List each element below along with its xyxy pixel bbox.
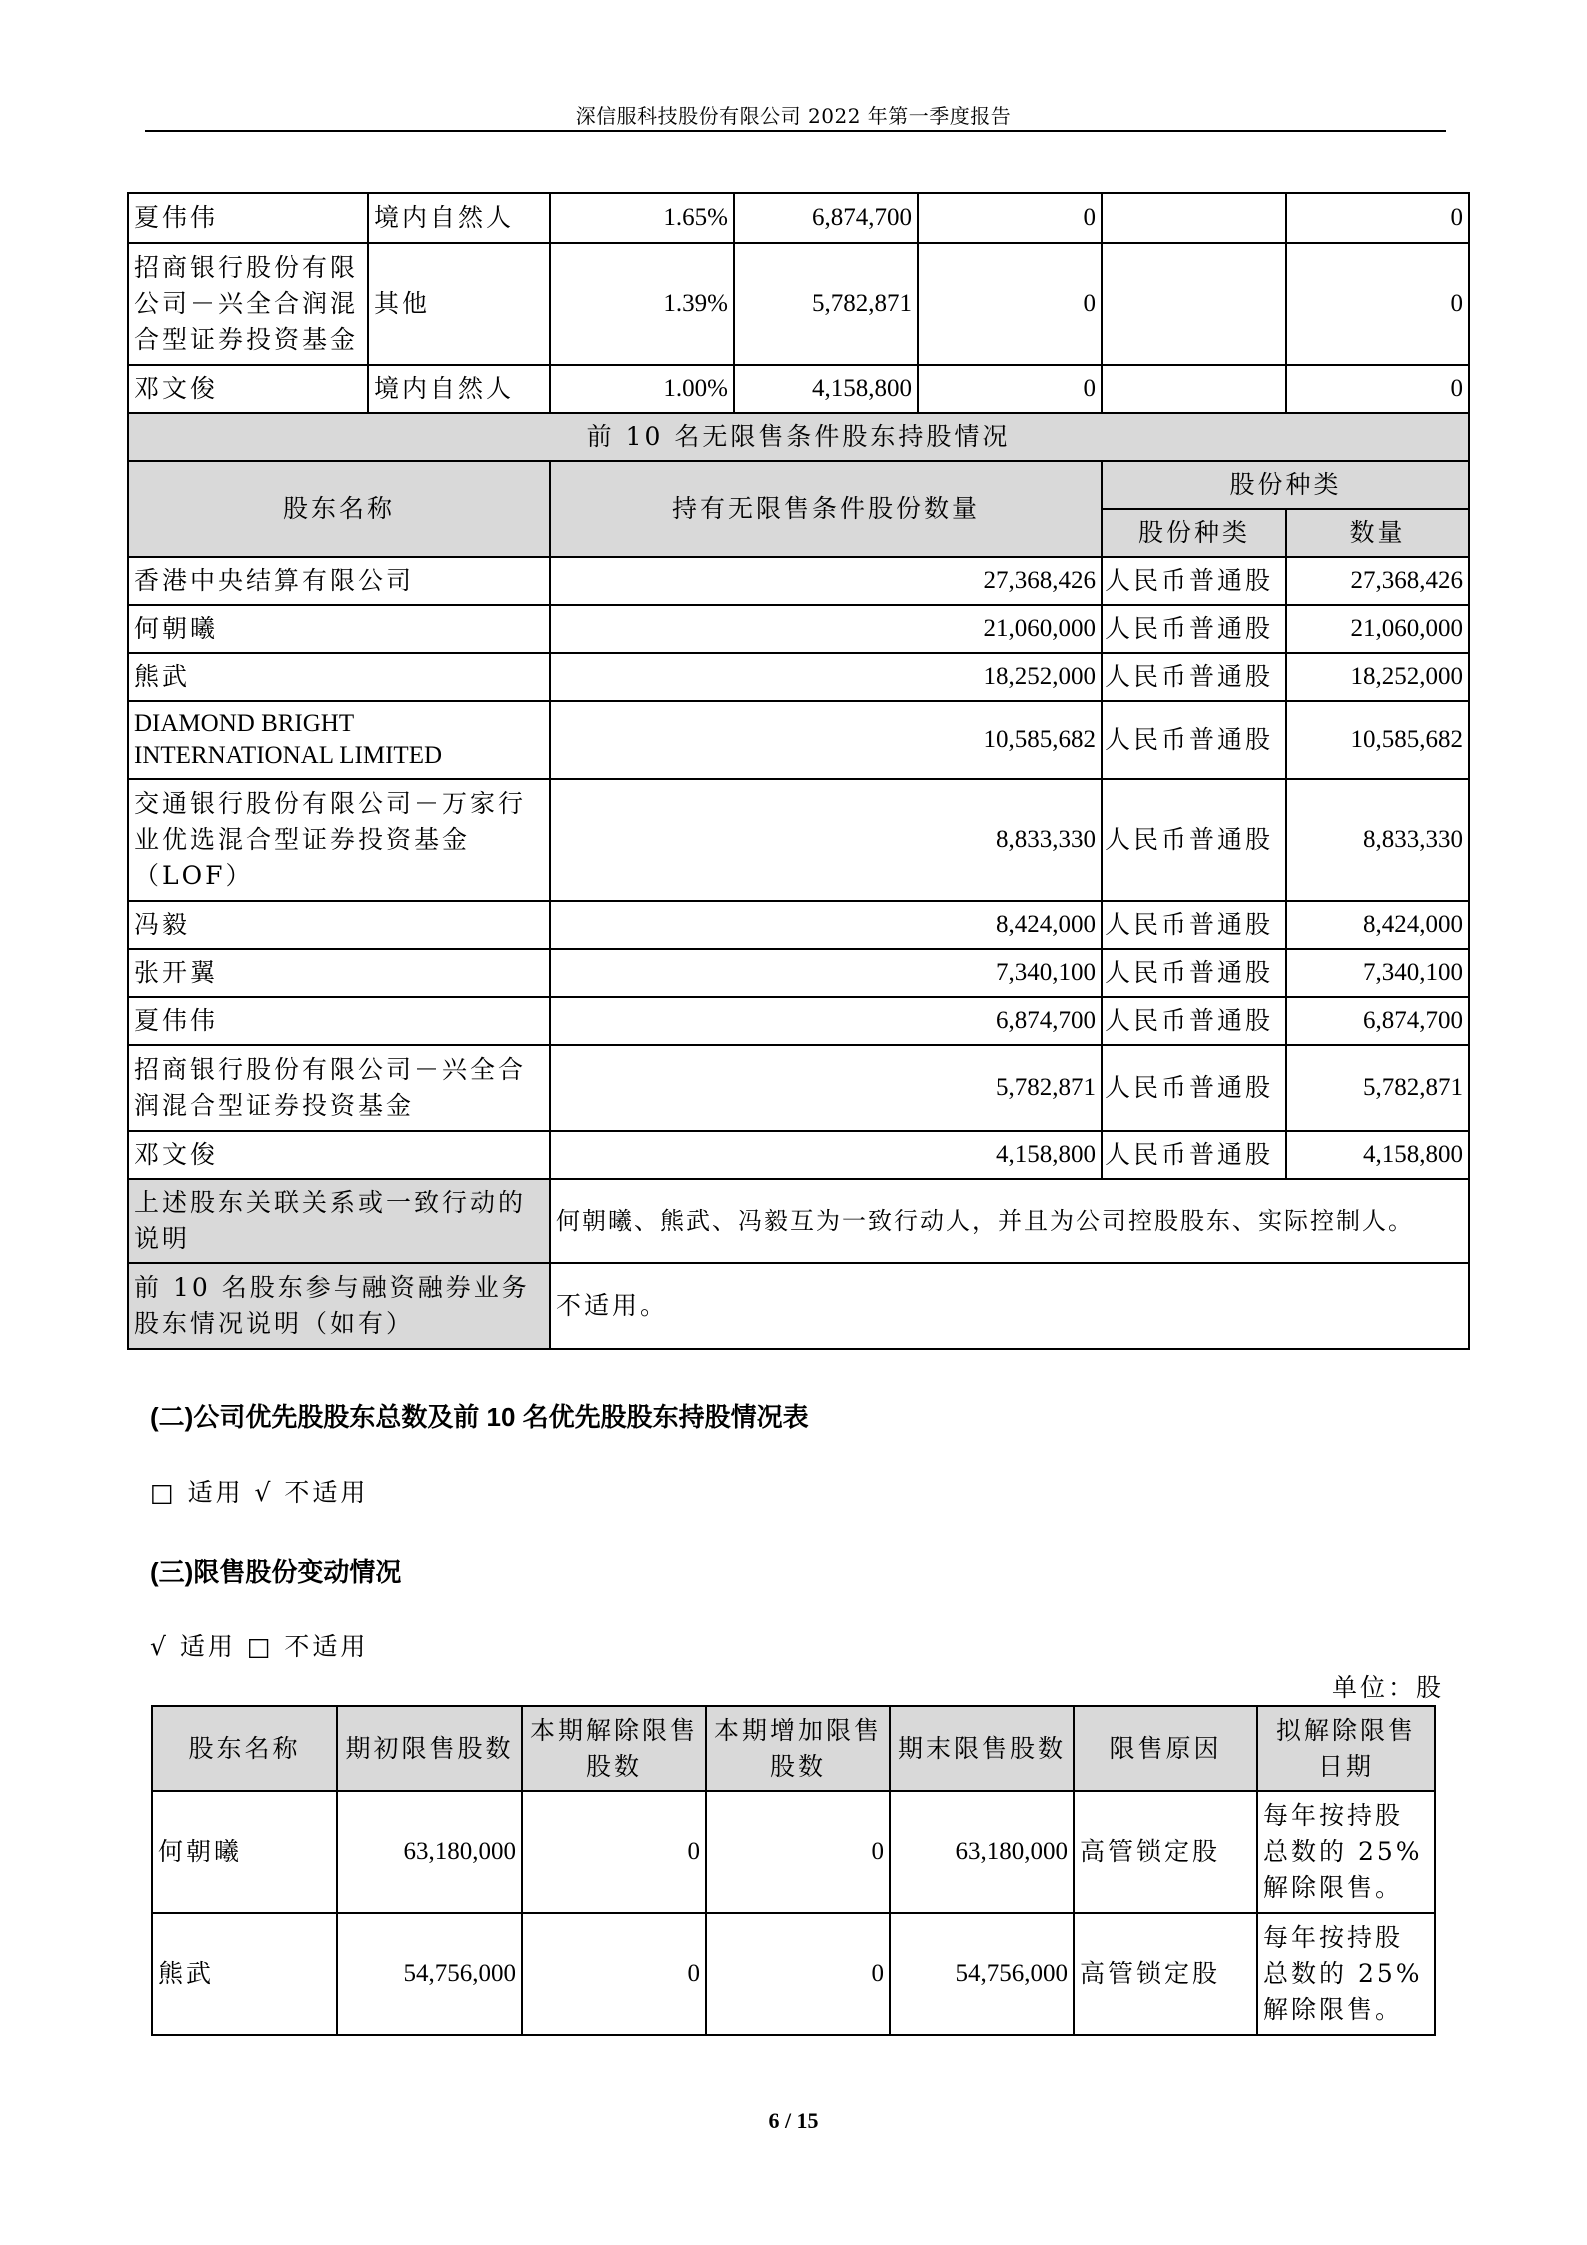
restricted-end: 54,756,000 [890,1913,1074,2035]
unrestricted-qty: 7,340,100 [550,949,1102,997]
unrestricted-qty: 8,424,000 [550,901,1102,949]
margin-trading-label: 前 10 名股东参与融资融券业务股东情况说明（如有） [128,1263,550,1349]
restricted-released: 0 [522,1913,706,2035]
holder-pledge-qty: 0 [1286,193,1469,243]
holder-name: 邓文俊 [128,365,368,413]
restricted-added: 0 [706,1791,890,1913]
unrestricted-qty: 4,158,800 [550,1131,1102,1179]
unit-label: 单位：股 [1331,1673,1444,1702]
shareholder-name: 交通银行股份有限公司－万家行业优选混合型证券投资基金（LOF） [128,779,550,901]
share-amount: 10,585,682 [1286,701,1469,779]
col-header-qty: 持有无限售条件股份数量 [550,461,1102,557]
section-title-preferred-shares: (二)公司优先股股东总数及前 10 名优先股股东持股情况表 [150,1402,809,1432]
holder-shares: 6,874,700 [734,193,918,243]
col-header-amount: 数量 [1286,509,1469,557]
holder-shares: 5,782,871 [734,243,918,365]
unrestricted-qty: 10,585,682 [550,701,1102,779]
shareholder-name: 张开翼 [128,949,550,997]
share-amount: 5,782,871 [1286,1045,1469,1131]
restricted-release-date: 每年按持股总数的 25%解除限售。 [1257,1791,1435,1913]
shareholder-name: 熊武 [128,653,550,701]
table-row [128,653,1469,701]
col-header-type: 股份种类 [1102,509,1286,557]
shareholder-name: DIAMOND BRIGHT INTERNATIONAL LIMITED [128,701,550,779]
holder-pledge-qty: 0 [1286,365,1469,413]
table-row [128,1045,1469,1131]
holder-nature: 其他 [368,243,550,365]
holder-name: 招商银行股份有限公司－兴全合润混合型证券投资基金 [128,243,368,365]
table-row [128,997,1469,1045]
holder-ratio: 1.00% [550,365,734,413]
restricted-reason: 高管锁定股 [1074,1791,1257,1913]
table-header-row [152,1706,1435,1791]
section-title-restricted-shares: (三)限售股份变动情况 [150,1557,402,1587]
shareholder-name: 邓文俊 [128,1131,550,1179]
table-section-header [128,413,1469,461]
table-row [128,701,1469,779]
shareholder-name: 香港中央结算有限公司 [128,557,550,605]
applicability-choice-restricted: √ 适用 □ 不适用 [150,1632,369,1661]
shareholder-name: 夏伟伟 [128,997,550,1045]
restricted-begin: 54,756,000 [337,1913,522,2035]
restricted-end: 63,180,000 [890,1791,1074,1913]
col-header: 限售原因 [1074,1706,1257,1791]
table-row [128,949,1469,997]
holder-pledge-status [1102,193,1286,243]
col-header: 股东名称 [152,1706,337,1791]
holder-nature: 境内自然人 [368,365,550,413]
table-row [128,243,1469,365]
share-amount: 7,340,100 [1286,949,1469,997]
share-type: 人民币普通股 [1102,949,1286,997]
col-header-name: 股东名称 [128,461,550,557]
relation-label: 上述股东关联关系或一致行动的说明 [128,1179,550,1263]
share-amount: 27,368,426 [1286,557,1469,605]
table-row [128,365,1469,413]
col-header: 本期增加限售股数 [706,1706,890,1791]
col-header: 本期解除限售股数 [522,1706,706,1791]
table-row [128,605,1469,653]
share-type: 人民币普通股 [1102,1045,1286,1131]
holder-restricted: 0 [918,365,1102,413]
holder-restricted: 0 [918,243,1102,365]
shareholder-name: 冯毅 [128,901,550,949]
table-row [128,557,1469,605]
shareholder-name: 何朝曦 [128,605,550,653]
restricted-released: 0 [522,1791,706,1913]
col-header: 期初限售股数 [337,1706,522,1791]
share-amount: 8,424,000 [1286,901,1469,949]
restricted-shares-table [151,1705,1436,2036]
share-type: 人民币普通股 [1102,901,1286,949]
unrestricted-qty: 27,368,426 [550,557,1102,605]
page-number: 6 / 15 [768,2108,819,2133]
holder-name: 夏伟伟 [128,193,368,243]
share-type: 人民币普通股 [1102,605,1286,653]
restricted-holder-name: 何朝曦 [152,1791,337,1913]
restricted-holder-name: 熊武 [152,1913,337,2035]
table-row [152,1913,1435,2035]
table-row [152,1791,1435,1913]
table-row [128,1263,1469,1349]
share-amount: 4,158,800 [1286,1131,1469,1179]
restricted-release-date: 每年按持股总数的 25%解除限售。 [1257,1913,1435,2035]
holder-restricted: 0 [918,193,1102,243]
share-type: 人民币普通股 [1102,653,1286,701]
holder-ratio: 1.39% [550,243,734,365]
col-header-type-group: 股份种类 [1102,461,1469,509]
restricted-reason: 高管锁定股 [1074,1913,1257,2035]
holder-shares: 4,158,800 [734,365,918,413]
holder-ratio: 1.65% [550,193,734,243]
restricted-begin: 63,180,000 [337,1791,522,1913]
share-type: 人民币普通股 [1102,557,1286,605]
header-divider [145,130,1446,132]
relation-text: 何朝曦、熊武、冯毅互为一致行动人，并且为公司控股股东、实际控制人。 [550,1179,1469,1263]
applicability-choice-preferred: □ 适用 √ 不适用 [150,1478,369,1507]
holder-nature: 境内自然人 [368,193,550,243]
share-amount: 18,252,000 [1286,653,1469,701]
table-row [128,779,1469,901]
shareholder-name: 招商银行股份有限公司－兴全合润混合型证券投资基金 [128,1045,550,1131]
table-header-row [128,461,1469,509]
share-type: 人民币普通股 [1102,997,1286,1045]
share-type: 人民币普通股 [1102,1131,1286,1179]
unrestricted-qty: 18,252,000 [550,653,1102,701]
unrestricted-qty: 8,833,330 [550,779,1102,901]
col-header: 期末限售股数 [890,1706,1074,1791]
table-row [128,1131,1469,1179]
share-amount: 21,060,000 [1286,605,1469,653]
holder-pledge-status [1102,243,1286,365]
holder-pledge-status [1102,365,1286,413]
unrestricted-section-title: 前 10 名无限售条件股东持股情况 [128,413,1469,461]
unrestricted-qty: 6,874,700 [550,997,1102,1045]
unrestricted-qty: 21,060,000 [550,605,1102,653]
table-row [128,901,1469,949]
table-row [128,1179,1469,1263]
share-type: 人民币普通股 [1102,779,1286,901]
restricted-added: 0 [706,1913,890,2035]
unrestricted-qty: 5,782,871 [550,1045,1102,1131]
page-header-title: 深信服科技股份有限公司 2022 年第一季度报告 [575,104,1012,128]
top10-shareholders-table [127,192,1470,1350]
margin-trading-text: 不适用。 [550,1263,1469,1349]
table-row [128,193,1469,243]
share-amount: 6,874,700 [1286,997,1469,1045]
col-header: 拟解除限售日期 [1257,1706,1435,1791]
share-amount: 8,833,330 [1286,779,1469,901]
holder-pledge-qty: 0 [1286,243,1469,365]
share-type: 人民币普通股 [1102,701,1286,779]
